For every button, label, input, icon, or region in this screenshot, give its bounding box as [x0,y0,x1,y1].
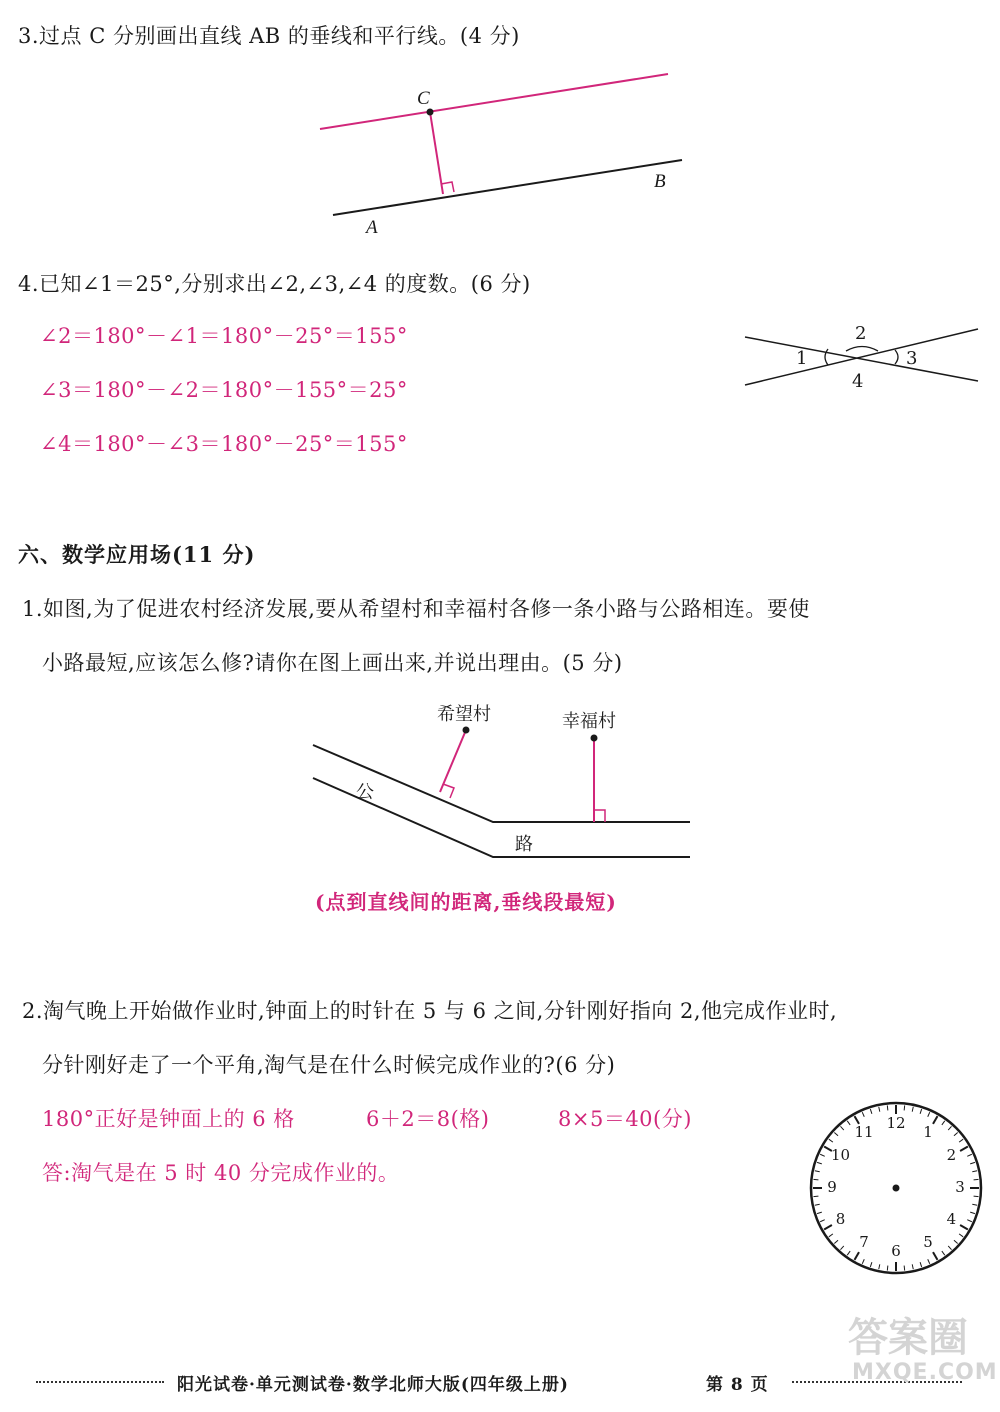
angle-label-3: 3 [906,348,918,369]
clock-number: 6 [891,1242,901,1260]
clock-tick [887,1266,888,1271]
q4-answer-1: ∠2＝180°－∠1＝180°－25°＝155° [40,324,408,348]
clock-tick [813,1179,818,1180]
angle-label-2: 2 [855,323,867,344]
s6q2-answer-final: 答:淘气是在 5 时 40 分完成作业的。 [42,1161,400,1185]
village-xiwang: 希望村 [437,704,491,725]
clock-number: 1 [923,1122,933,1141]
label-b: B [654,171,666,192]
clock-tick [904,1266,905,1271]
q4-answer-2: ∠3＝180°－∠2＝180°－155°＝25° [40,378,408,402]
s6q2-answer-step2: 6＋2＝8(格) [366,1107,490,1131]
q4-answer-3: ∠4＝180°－∠3＝180°－25°＝155° [40,432,408,456]
road-label-lu: 路 [515,834,533,855]
clock-tick [974,1179,979,1180]
clock-number: 4 [946,1210,957,1228]
footer-page: 第 8 页 [706,1375,769,1395]
q4-text: 4.已知∠1＝25°,分别求出∠2,∠3,∠4 的度数。(6 分) [18,272,531,296]
clock-tick [974,1196,979,1197]
angle-label-4: 4 [852,371,864,392]
s6q1-line2: 小路最短,应该怎么修?请你在图上画出来,并说出理由。(5 分) [42,651,623,675]
clock-number: 2 [946,1146,957,1164]
angle-label-1: 1 [796,348,808,369]
clock-tick [813,1196,818,1197]
clock-tick [904,1105,905,1110]
clock-number: 12 [886,1114,906,1132]
q3-text: 3.过点 C 分别画出直线 AB 的垂线和平行线。(4 分) [18,24,520,48]
clock-number: 10 [831,1146,851,1164]
s6q2-line1: 2.淘气晚上开始做作业时,钟面上的时针在 5 与 6 之间,分针刚好指向 2,他完成作业时, [22,999,838,1023]
clock-number: 7 [859,1233,869,1252]
label-c: C [417,88,430,109]
clock-number: 3 [955,1178,965,1196]
clock-number: 9 [827,1178,837,1196]
s6q2-line2: 分针刚好走了一个平角,淘气是在什么时候完成作业的?(6 分) [42,1053,616,1077]
watermark-logo: 答案圈 [848,1315,968,1361]
watermark-url: MXQE.COM [852,1360,998,1385]
s6q2-answer-step1: 180°正好是钟面上的 6 格 [42,1107,295,1131]
footer-title: 阳光试卷·单元测试卷·数学北师大版(四年级上册) [177,1375,569,1395]
s6q2-answer-step3: 8×5＝40(分) [558,1107,692,1131]
clock-tick [887,1105,888,1110]
clock-number: 8 [835,1210,846,1228]
village-xingfu: 幸福村 [562,711,616,732]
s6q1-line1: 1.如图,为了促进农村经济发展,要从希望村和幸福村各修一条小路与公路相连。要使 [22,597,810,621]
clock-number: 11 [854,1122,874,1141]
footer-dots-left [36,1381,164,1383]
s6q1-answer: (点到直线间的距离,垂线段最短) [315,890,617,914]
section-title: 六、数学应用场(11 分) [18,542,256,567]
label-a: A [366,217,378,238]
clock-number: 5 [923,1233,933,1252]
road-label-gong: 公 [356,782,374,803]
